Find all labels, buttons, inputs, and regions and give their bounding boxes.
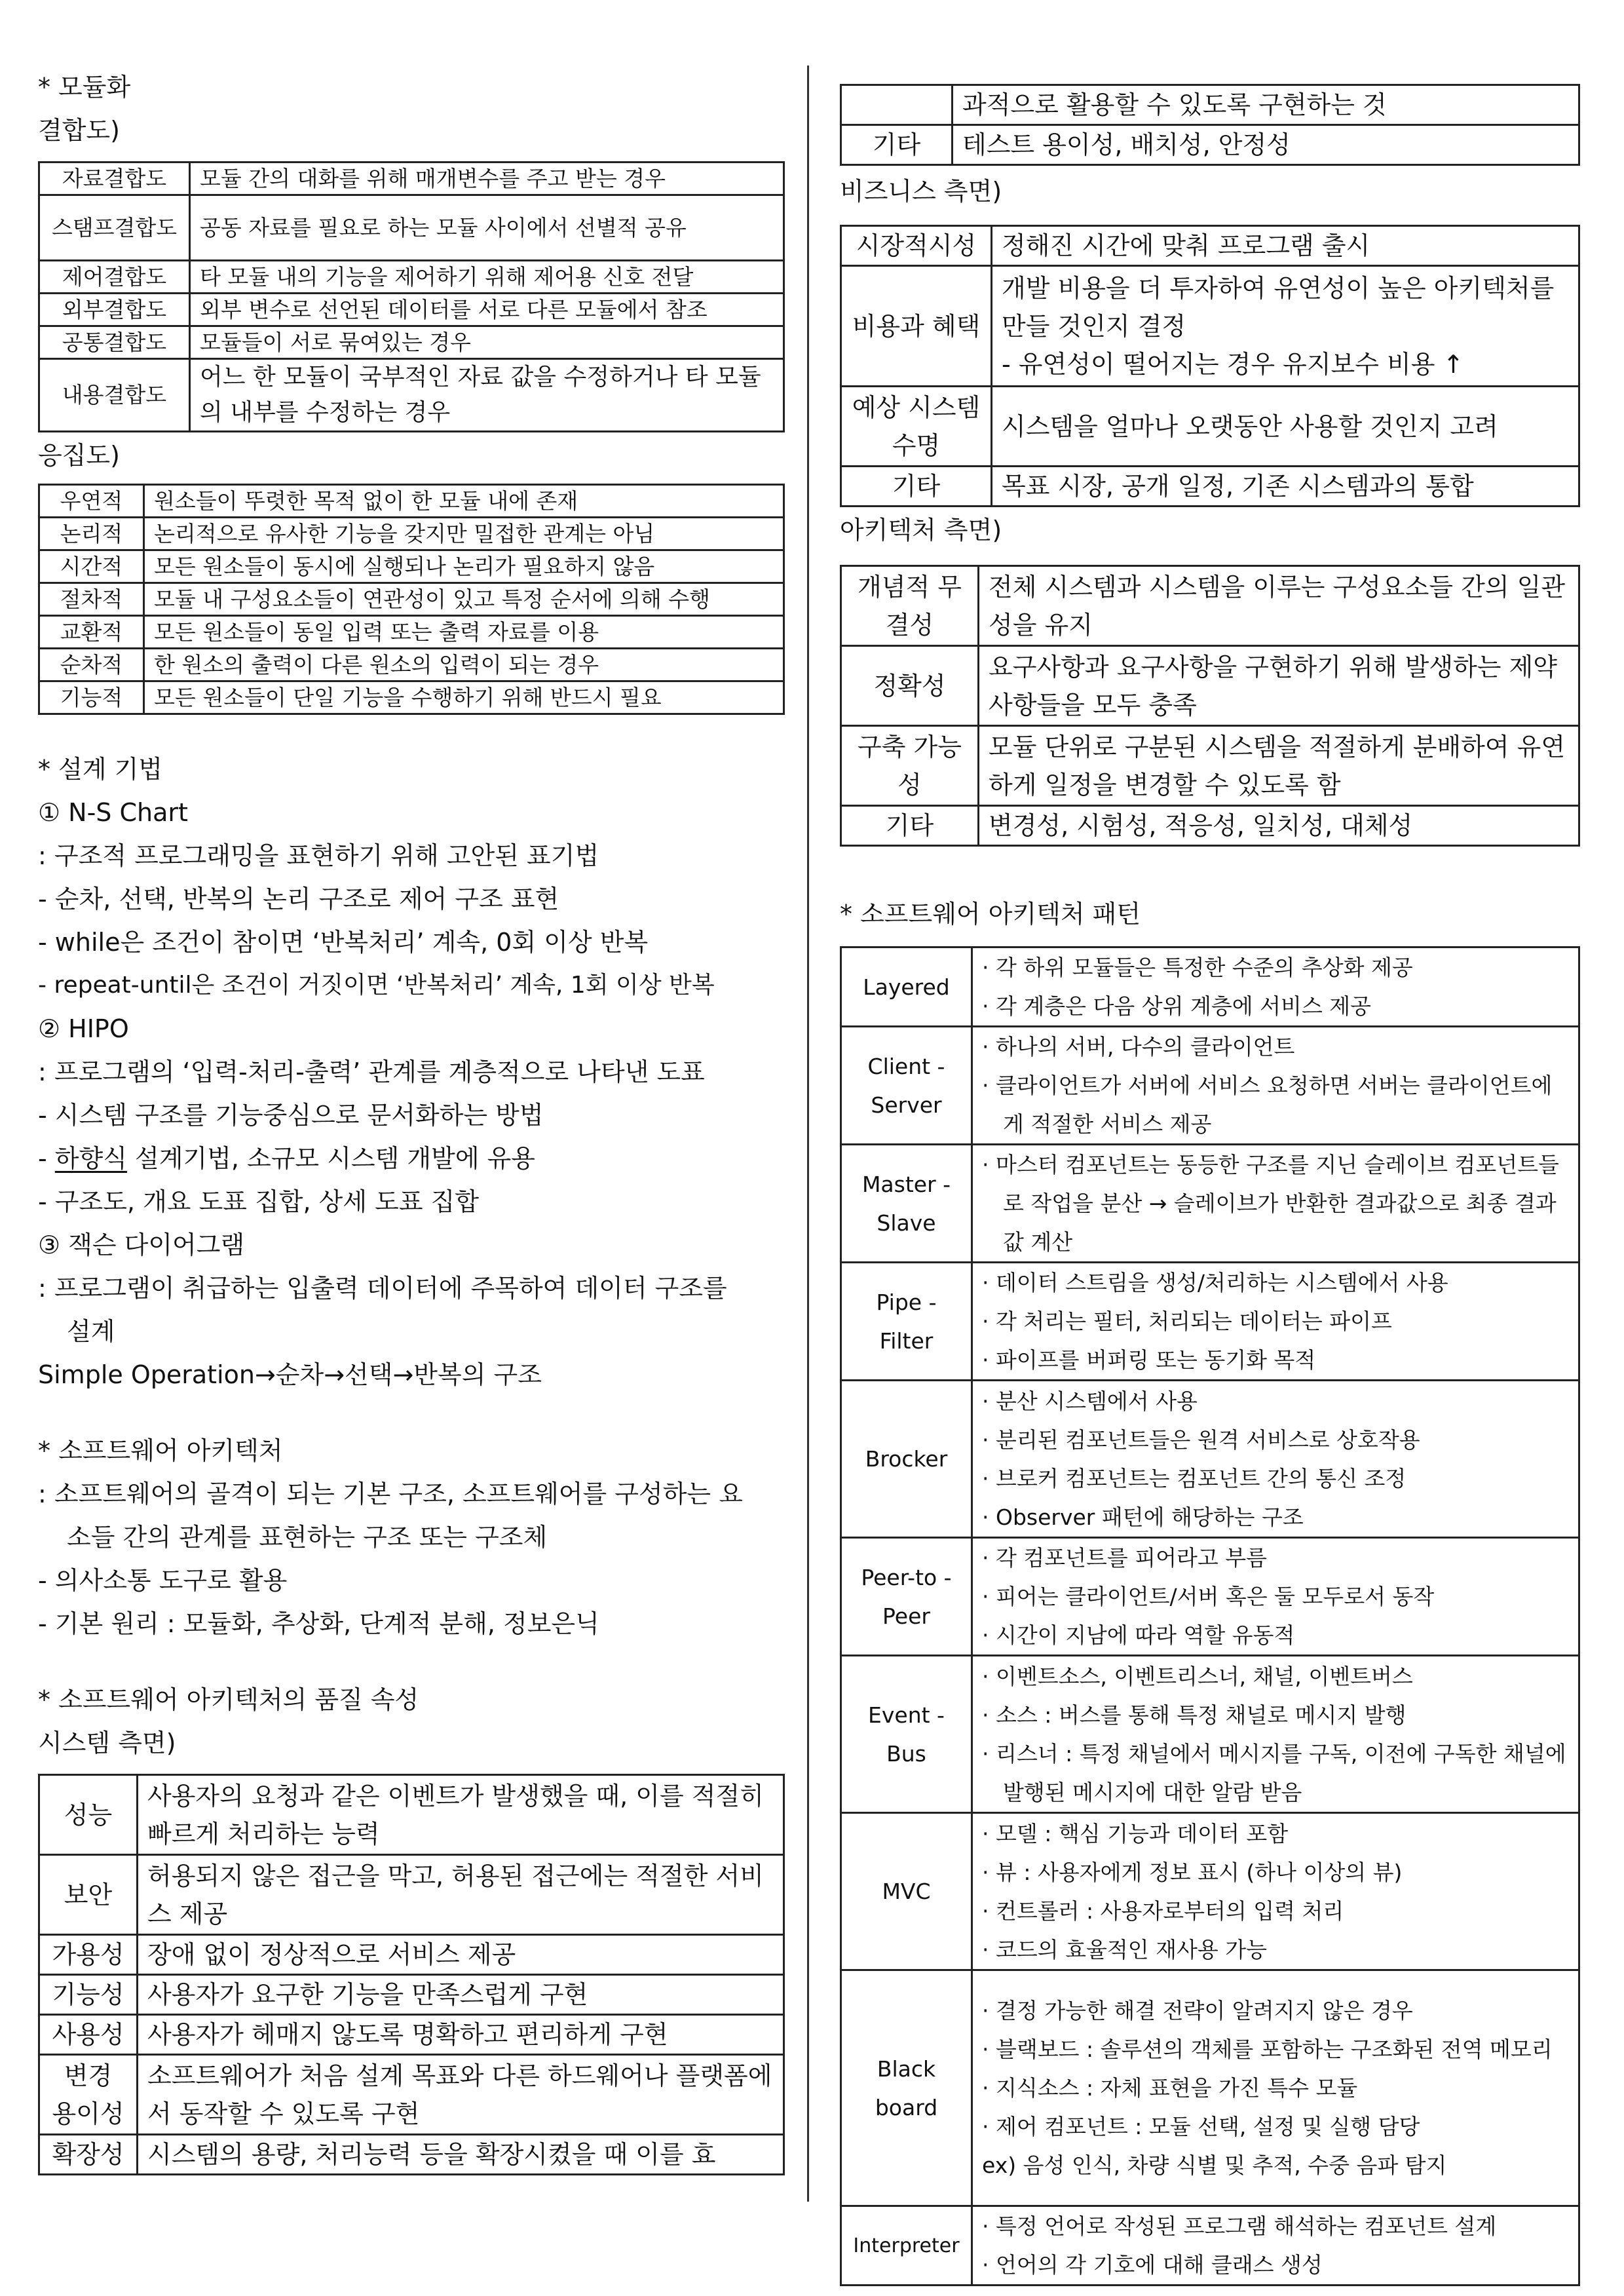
hipo-line: : 프로그램의 ‘입력-처리-출력’ 관계를 계층적으로 나타낸 도표 xyxy=(38,1058,705,1086)
list-item: · 각 처리는 필터, 처리되는 데이터는 파이프 xyxy=(982,1309,1392,1334)
system-quality-table xyxy=(38,1774,785,2175)
system-heading: 시스템 측면) xyxy=(38,1729,176,1757)
business-heading: 비즈니스 측면) xyxy=(840,177,1002,206)
architecture-line-cont: 소들 간의 관계를 표현하는 구조 또는 구조체 xyxy=(67,1523,548,1552)
list-item: · 특정 언어로 작성된 프로그램 해석하는 컴포넌트 설계 xyxy=(982,2213,1497,2239)
pattern-name: Event -Bus xyxy=(841,1656,972,1813)
row-value: 원소들이 뚜렷한 목적 없이 한 모듈 내에 존재 xyxy=(144,485,784,518)
list-item: · 파이프를 버퍼링 또는 동기화 목적 xyxy=(982,1347,1316,1373)
row-key: 절차적 xyxy=(39,583,144,616)
row-value: 사용자의 요청과 같은 이벤트가 발생했을 때, 이를 적절히 빠르게 처리하는 능력 xyxy=(138,1775,784,1855)
row-value: 시스템의 용량, 처리능력 등을 확장시켰을 때 이를 효 xyxy=(138,2135,784,2175)
list-item: · 코드의 효율적인 재사용 가능 xyxy=(982,1936,1267,1962)
table-row xyxy=(841,1381,1579,1538)
row-value: 한 원소의 출력이 다른 원소의 입력이 되는 경우 xyxy=(144,649,784,681)
hipo-prefix: - xyxy=(38,1144,55,1173)
ns-line: - while은 조건이 참이면 ‘반복처리’ 계속, 0회 이상 반복 xyxy=(38,928,649,957)
table-row xyxy=(39,2135,784,2175)
row-key: 개념적 무결성 xyxy=(841,566,979,646)
coupling-table xyxy=(38,161,785,432)
pattern-name: Client -Server xyxy=(841,1027,972,1145)
list-item: · 결정 가능한 해결 전략이 알려지지 않은 경우 xyxy=(982,1998,1413,2023)
list-item: · 이벤트소스, 이벤트리스너, 채널, 이벤트버스 xyxy=(982,1663,1413,1689)
table-row xyxy=(39,326,784,359)
row-value xyxy=(992,266,1579,387)
table-row xyxy=(39,261,784,294)
table-row xyxy=(841,1970,1579,2206)
list-item: · 뷰 : 사용자에게 정보 표시 (하나 이상의 뷰) xyxy=(982,1859,1403,1885)
table-row xyxy=(841,85,1579,125)
list-item: · 소스 : 버스를 통해 특정 채널로 메시지 발행 xyxy=(982,1702,1407,1728)
architecture-heading: * 소프트웨어 아키텍처 xyxy=(38,1436,283,1465)
table-row xyxy=(39,195,784,261)
column-divider xyxy=(807,66,809,2202)
row-key: 시간적 xyxy=(39,550,144,583)
hipo-line xyxy=(38,1137,785,1180)
row-key: 기타 xyxy=(841,806,979,846)
row-key: 사용성 xyxy=(39,2015,138,2055)
row-value: 요구사항과 요구사항을 구현하기 위해 발생하는 제약사항들을 모두 충족 xyxy=(979,646,1579,726)
architecture-quality-table xyxy=(840,565,1580,847)
row-key: 내용결합도 xyxy=(39,359,190,432)
row-value: 테스트 용이성, 배치성, 안정성 xyxy=(953,125,1579,165)
row-key: 시장적시성 xyxy=(841,226,992,266)
list-item: · 지식소스 : 자체 표현을 가진 특수 모듈 xyxy=(982,2075,1358,2101)
row-key: 제어결합도 xyxy=(39,261,190,294)
hipo-line: - 시스템 구조를 기능중심으로 문서화하는 방법 xyxy=(38,1101,544,1130)
architecture-line: - 기본 원리 : 모듈화, 추상화, 단계적 분해, 정보은닉 xyxy=(38,1609,599,1638)
hipo-rest: 설계기법, 소규모 시스템 개발에 유용 xyxy=(126,1144,536,1173)
list-item: · 각 계층은 다음 상위 계층에 서비스 제공 xyxy=(982,993,1371,1019)
list-item: · 언어의 각 기호에 대해 클래스 생성 xyxy=(982,2252,1323,2278)
table-row xyxy=(841,1145,1579,1263)
table-row xyxy=(841,947,1579,1027)
table-row xyxy=(39,550,784,583)
table-row xyxy=(841,387,1579,467)
table-row xyxy=(39,1975,784,2015)
pattern-name: Layered xyxy=(841,947,972,1027)
row-value: 사용자가 헤매지 않도록 명확하고 편리하게 구현 xyxy=(138,2015,784,2055)
row-value: 모든 원소들이 동일 입력 또는 출력 자료를 이용 xyxy=(144,616,784,649)
pattern-name: MVC xyxy=(841,1813,972,1970)
row-key: 논리적 xyxy=(39,518,144,550)
row-key: 예상 시스템수명 xyxy=(841,387,992,467)
table-row xyxy=(39,681,784,714)
list-item: · 브로커 컴포넌트는 컴포넌트 간의 통신 조정 xyxy=(982,1465,1407,1491)
list-item: · 블랙보드 : 솔루션의 객체를 포함하는 구조화된 전역 메모리 xyxy=(982,2037,1553,2062)
list-item: · 분산 시스템에서 사용 xyxy=(982,1388,1198,1414)
pattern-name: Brocker xyxy=(841,1381,972,1538)
row-value: 목표 시장, 공개 일정, 기존 시스템과의 통합 xyxy=(992,467,1579,507)
table-row xyxy=(841,1813,1579,1970)
row-value: 어느 한 모듈이 국부적인 자료 값을 수정하거나 타 모듈의 내부를 수정하는 경우 xyxy=(190,359,784,432)
pattern-name: Master -Slave xyxy=(841,1145,972,1263)
list-item: · 피어는 클라이언트/서버 혹은 둘 모두로서 동작 xyxy=(982,1584,1435,1609)
business-cost-text: 개발 비용을 더 투자하여 유연성이 높은 아키텍처를 만들 것인지 결정 xyxy=(1002,273,1555,341)
list-item: · 컨트롤러 : 사용자로부터의 입력 처리 xyxy=(982,1898,1344,1924)
modularity-heading: * 모듈화 xyxy=(38,73,131,102)
table-row xyxy=(39,1935,784,1975)
table-row xyxy=(841,1027,1579,1145)
architecture-line: : 소프트웨어의 골격이 되는 기본 구조, 소프트웨어를 구성하는 요 xyxy=(38,1480,743,1508)
pattern-desc xyxy=(972,1538,1579,1656)
table-row xyxy=(39,359,784,432)
row-key: 기타 xyxy=(841,467,992,507)
pattern-desc xyxy=(972,1656,1579,1813)
business-cost-note: - 유연성이 떨어지는 경우 유지보수 비용 ↑ xyxy=(1002,349,1464,379)
jackson-line: Simple Operation→순차→선택→반복의 구조 xyxy=(38,1360,542,1389)
architecture-line: - 의사소통 도구로 활용 xyxy=(38,1566,288,1595)
pattern-desc xyxy=(972,947,1579,1027)
table-row xyxy=(841,1538,1579,1656)
table-row xyxy=(39,649,784,681)
ns-line: - 순차, 선택, 반복의 논리 구조로 제어 구조 표현 xyxy=(38,885,559,913)
row-value: 사용자가 요구한 기능을 만족스럽게 구현 xyxy=(138,1975,784,2015)
row-key: 비용과 혜택 xyxy=(841,266,992,387)
left-column xyxy=(38,66,785,2175)
list-item: · 시간이 지남에 따라 역할 유동적 xyxy=(982,1622,1295,1648)
table-row xyxy=(841,806,1579,846)
row-key: 자료결합도 xyxy=(39,163,190,195)
row-key: 기타 xyxy=(841,125,953,165)
row-value: 허용되지 않은 접근을 막고, 허용된 접근에는 적절한 서비스 제공 xyxy=(138,1855,784,1935)
row-value: 변경성, 시험성, 적응성, 일치성, 대체성 xyxy=(979,806,1579,846)
row-key: 기능성 xyxy=(39,1975,138,2015)
row-key xyxy=(841,85,953,125)
list-item: · 제어 컴포넌트 : 모듈 선택, 설정 및 실행 담당 xyxy=(982,2114,1420,2139)
table-row xyxy=(841,467,1579,507)
table-row xyxy=(39,163,784,195)
hipo-line: - 구조도, 개요 도표 집합, 상세 도표 집합 xyxy=(38,1187,480,1216)
pattern-name: Pipe -Filter xyxy=(841,1263,972,1381)
row-value: 장애 없이 정상적으로 서비스 제공 xyxy=(138,1935,784,1975)
list-item: · 데이터 스트림을 생성/처리하는 시스템에서 사용 xyxy=(982,1270,1448,1295)
row-key: 구축 가능성 xyxy=(841,726,979,806)
table-row xyxy=(841,226,1579,266)
jackson-line: : 프로그램이 취급하는 입출력 데이터에 주목하여 데이터 구조를 xyxy=(38,1274,727,1303)
pattern-name: Peer-to -Peer xyxy=(841,1538,972,1656)
table-row xyxy=(841,125,1579,165)
pattern-desc xyxy=(972,1145,1579,1263)
ns-line: - repeat-until은 조건이 거짓이면 ‘반복처리’ 계속, 1회 이상 반복 xyxy=(38,972,715,999)
row-value: 모듈 내 구성요소들이 연관성이 있고 특정 순서에 의해 수행 xyxy=(144,583,784,616)
pattern-desc xyxy=(972,1813,1579,1970)
row-value: 전체 시스템과 시스템을 이루는 구성요소들 간의 일관성을 유지 xyxy=(979,566,1579,646)
row-value: 모듈 단위로 구분된 시스템을 적절하게 분배하여 유연하게 일정을 변경할 수 있도록 함 xyxy=(979,726,1579,806)
pattern-desc xyxy=(972,2206,1579,2286)
list-item: · 리스너 : 특정 채널에서 메시지를 구독, 이전에 구독한 채널에 발행된 메시지에 대한 알람 받음 xyxy=(982,1740,1566,1805)
row-key: 스탬프결합도 xyxy=(39,195,190,261)
row-value: 논리적으로 유사한 기능을 갖지만 밀접한 관계는 아님 xyxy=(144,518,784,550)
table-row xyxy=(39,583,784,616)
cohesion-table xyxy=(38,484,785,715)
patterns-table xyxy=(840,946,1580,2286)
design-heading: * 설계 기법 xyxy=(38,755,162,784)
list-item: · Observer 패턴에 해당하는 구조 xyxy=(982,1504,1304,1530)
row-key: 정확성 xyxy=(841,646,979,726)
ns-line: : 구조적 프로그래밍을 표현하기 위해 고안된 표기법 xyxy=(38,841,599,870)
table-row xyxy=(841,566,1579,646)
table-row xyxy=(39,2055,784,2135)
top-down-term: 하향식 xyxy=(54,1144,127,1173)
jackson-heading: ③ 잭슨 다이어그램 xyxy=(38,1231,245,1259)
table-row xyxy=(841,726,1579,806)
patterns-heading: * 소프트웨어 아키텍처 패턴 xyxy=(840,900,1141,928)
hipo-heading: ② HIPO xyxy=(38,1014,129,1043)
table-row xyxy=(841,266,1579,387)
list-item: · 각 컴포넌트를 피어라고 부름 xyxy=(982,1545,1267,1571)
row-key: 순차적 xyxy=(39,649,144,681)
system-quality-table-cont xyxy=(840,84,1580,166)
row-key: 가용성 xyxy=(39,1935,138,1975)
right-column xyxy=(840,84,1580,2286)
row-value: 시스템을 얼마나 오랫동안 사용할 것인지 고려 xyxy=(992,387,1579,467)
table-row xyxy=(39,485,784,518)
row-key: 기능적 xyxy=(39,681,144,714)
row-value: 소프트웨어가 처음 설계 목표와 다른 하드웨어나 플랫폼에서 동작할 수 있도록 구현 xyxy=(138,2055,784,2135)
row-value: 공동 자료를 필요로 하는 모듈 사이에서 선별적 공유 xyxy=(190,195,784,261)
list-item: · 분리된 컴포넌트들은 원격 서비스로 상호작용 xyxy=(982,1426,1420,1453)
row-key: 우연적 xyxy=(39,485,144,518)
row-key: 공통결합도 xyxy=(39,326,190,359)
row-value: 타 모듈 내의 기능을 제어하기 위해 제어용 신호 전달 xyxy=(190,261,784,294)
table-row xyxy=(39,1775,784,1855)
row-value: 정해진 시간에 맞춰 프로그램 출시 xyxy=(992,226,1579,266)
table-row xyxy=(841,1656,1579,1813)
table-row xyxy=(841,646,1579,726)
pattern-desc xyxy=(972,1027,1579,1145)
list-item: · 하나의 서버, 다수의 클라이언트 xyxy=(982,1034,1295,1060)
architecture-aspect-heading: 아키텍처 측면) xyxy=(840,516,1002,545)
cohesion-heading: 응집도) xyxy=(38,441,120,470)
row-value: 모든 원소들이 동시에 실행되나 논리가 필요하지 않음 xyxy=(144,550,784,583)
table-row xyxy=(841,1263,1579,1381)
row-value: 모듈 간의 대화를 위해 매개변수를 주고 받는 경우 xyxy=(190,163,784,195)
list-item: · 각 하위 모듈들은 특정한 수준의 추상화 제공 xyxy=(982,955,1413,980)
business-quality-table xyxy=(840,225,1580,507)
table-row xyxy=(39,294,784,326)
row-value: 모든 원소들이 단일 기능을 수행하기 위해 반드시 필요 xyxy=(144,681,784,714)
row-value: 과적으로 활용할 수 있도록 구현하는 것 xyxy=(953,85,1579,125)
table-row xyxy=(39,2015,784,2055)
ns-chart-heading: ① N-S Chart xyxy=(38,798,188,827)
pattern-name: Black board xyxy=(841,1970,972,2206)
pattern-desc xyxy=(972,1381,1579,1538)
row-key: 확장성 xyxy=(39,2135,138,2175)
jackson-line-cont: 설계 xyxy=(67,1317,115,1346)
pattern-desc xyxy=(972,1263,1579,1381)
row-value: 외부 변수로 선언된 데이터를 서로 다른 모듈에서 참조 xyxy=(190,294,784,326)
list-item: · 마스터 컴포넌트는 동등한 구조를 지닌 슬레이브 컴포넌트들로 작업을 분산 → 슬레이브가 반환한 결과값으로 최종 결과값 계산 xyxy=(982,1152,1559,1255)
table-row xyxy=(39,518,784,550)
table-row xyxy=(39,616,784,649)
pattern-name: Interpreter xyxy=(841,2206,972,2286)
table-row xyxy=(841,2206,1579,2286)
list-item: ex) 음성 인식, 차량 식별 및 추적, 수중 음파 탐지 xyxy=(982,2152,1447,2178)
coupling-heading: 결합도) xyxy=(38,116,120,145)
row-key: 외부결합도 xyxy=(39,294,190,326)
row-key: 교환적 xyxy=(39,616,144,649)
pattern-desc xyxy=(972,1970,1579,2206)
row-key: 변경 용이성 xyxy=(39,2055,138,2135)
list-item: · 클라이언트가 서버에 서비스 요청하면 서버는 클라이언트에게 적절한 서비스 제공 xyxy=(982,1073,1553,1137)
table-row xyxy=(39,1855,784,1935)
quality-heading: * 소프트웨어 아키텍처의 품질 속성 xyxy=(38,1685,419,1714)
row-key: 보안 xyxy=(39,1855,138,1935)
row-value: 모듈들이 서로 묶여있는 경우 xyxy=(190,326,784,359)
row-key: 성능 xyxy=(39,1775,138,1855)
list-item: · 모델 : 핵심 기능과 데이터 포함 xyxy=(982,1820,1289,1846)
